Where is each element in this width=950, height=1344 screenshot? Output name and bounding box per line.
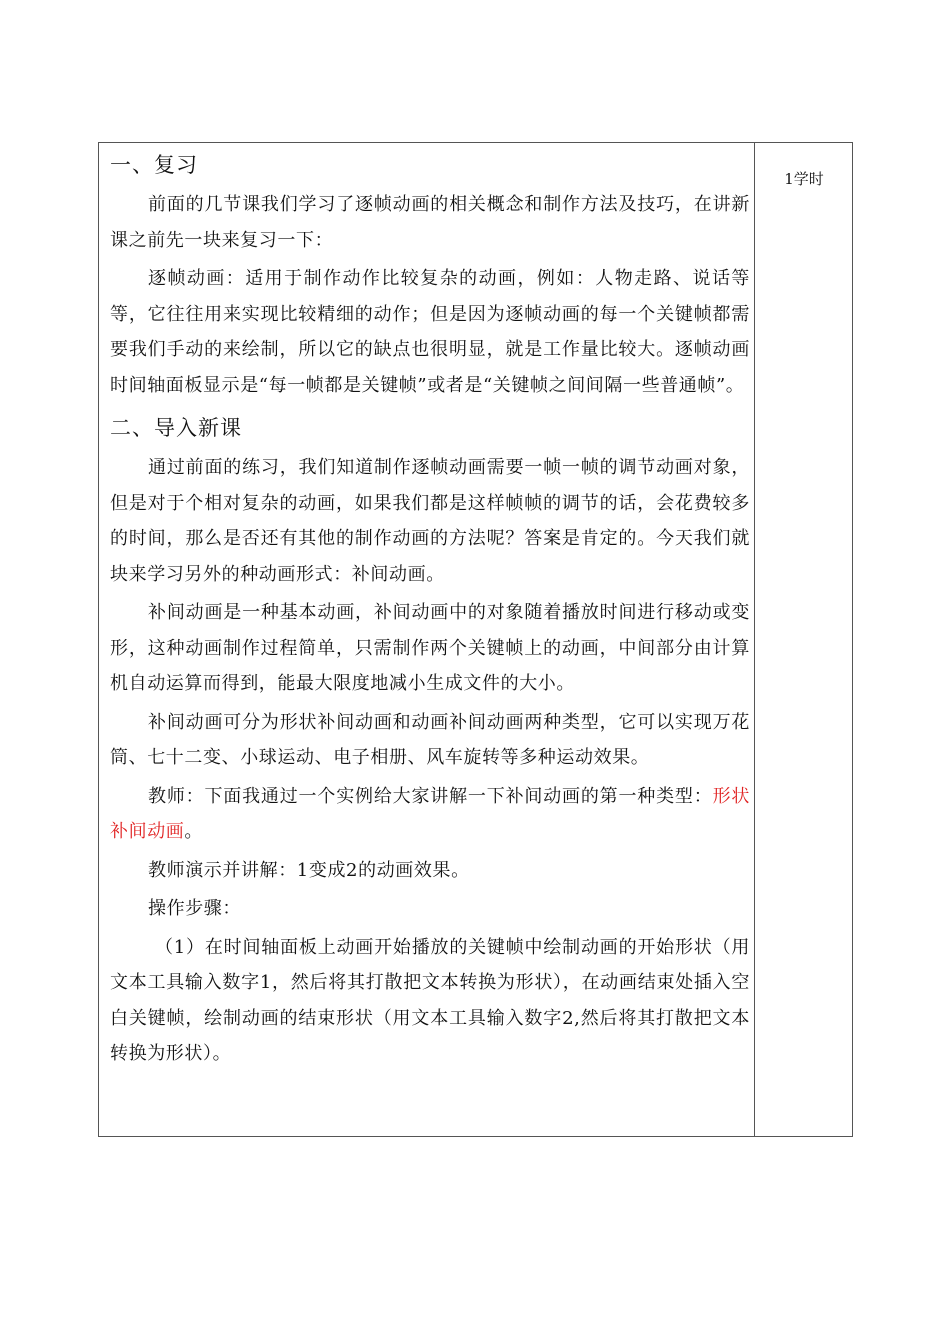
lesson-content-cell: [110, 148, 750, 1072]
intro-heading: 二、导入新课: [110, 416, 242, 440]
intro-paragraph-2: 补间动画是一种基本动画，补间动画中的对象随着播放时间进行移动或变形，这种动画制作过程简单，只需制作两个关键帧上的动画，中间部分由计算机自动运算而得到，能最大限度地减小生成文件的大小。: [110, 602, 750, 694]
class-hours-label: 1学时: [784, 170, 824, 188]
teacher-statement-suffix: 。: [184, 821, 204, 842]
intro-paragraph-3: 补间动画可分为形状补间动画和动画补间动画两种类型，它可以实现万花筒、七十二变、小球运动、电子相册、风车旋转等多种运动效果。: [110, 711, 750, 768]
teacher-statement-prefix: 教师：下面我通过一个实例给大家讲解一下补间动画的第一种类型：: [148, 785, 713, 807]
steps-label: 操作步骤：: [148, 898, 241, 919]
review-heading: 一、复习: [110, 153, 198, 177]
demo-description: 教师演示并讲解：1变成2的动画效果。: [148, 859, 470, 881]
intro-paragraph-1: 通过前面的练习，我们知道制作逐帧动画需要一帧一帧的调节动画对象，但是对于个相对复杂的动画，如果我们都是这样帧帧的调节的话，会花费较多的时间，那么是否还有其他的制作动画的方法呢？答案是肯定的。今天我们就块来学习另外的种动画形式：补间动画。: [110, 457, 750, 585]
class-hours-cell: [755, 168, 853, 189]
review-paragraph-2: 逐帧动画：适用于制作动作比较复杂的动画，例如：人物走路、说话等等，它往往用来实现比较精细的动作；但是因为逐帧动画的每一个关键帧都需要我们手动的来绘制，所以它的缺点也很明显，就是工作量比较大。逐帧动画时间轴面板显示是“每一帧都是关键帧”或者是“关键帧之间间隔一些普通帧”。: [110, 268, 750, 396]
review-paragraph-1: 前面的几节课我们学习了逐帧动画的相关概念和制作方法及技巧，在讲新课之前先一块来复习一下：: [110, 194, 750, 251]
column-divider: [754, 142, 755, 1137]
shape-tween-highlight: 形状补间动画: [110, 785, 750, 842]
step-1: （1）在时间轴面板上动画开始播放的关键帧中绘制动画的开始形状（用文本工具输入数字1，然后将其打散把文本转换为形状），在动画结束处插入空白关键帧，绘制动画的结束形状（用文本工具输入数字2,然后将其打散把文本转换为形状）。: [110, 936, 750, 1064]
teacher-statement: [110, 779, 750, 850]
